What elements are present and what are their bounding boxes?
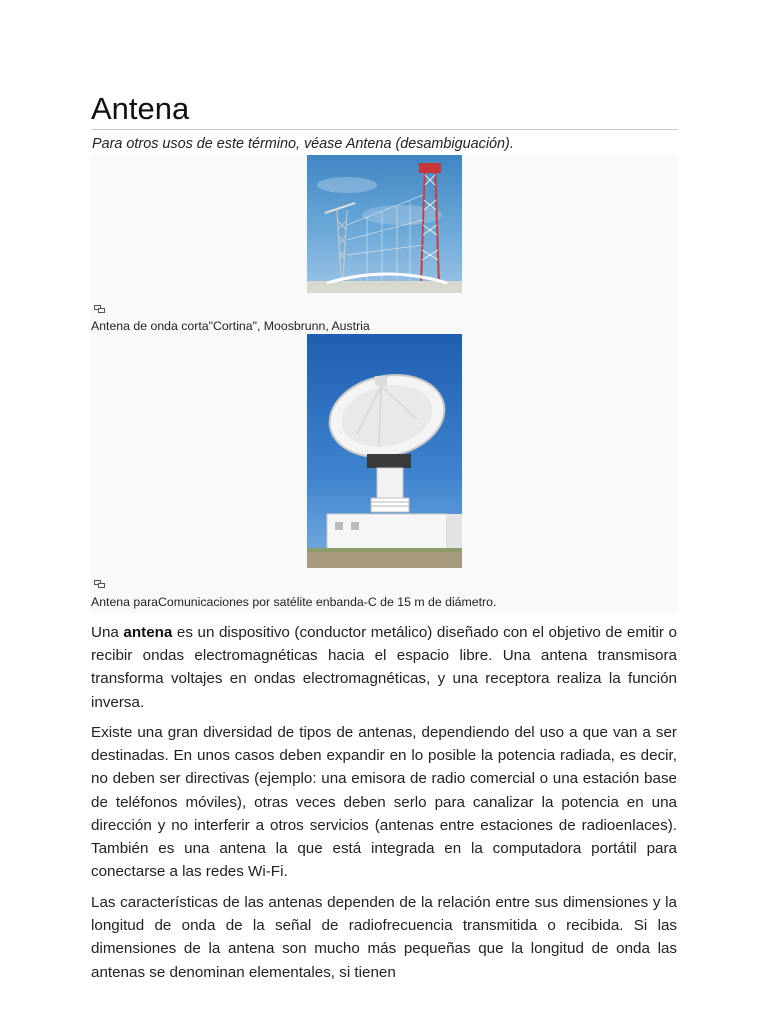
bold-term: antena <box>123 624 173 641</box>
figure-curtain-antenna <box>91 155 678 337</box>
body-paragraph: Las características de las antenas dependen de la relación entre sus dimensiones y la longitud de onda de la señal de radiofrecuencia transmitida o recibida. Si las dimensiones de la antena son mucho más pequeñas que la longitud de onda las antenas se denominan elementales, si tienen <box>91 894 677 981</box>
satellite-dish-photo[interactable] <box>307 334 462 568</box>
figure-caption: Antena paraComunicaciones por satélite enbanda-C de 15 m de diámetro. <box>91 595 497 609</box>
body-paragraph <box>91 621 677 714</box>
enlarge-icon[interactable] <box>94 580 105 588</box>
tower-antenna-photo[interactable] <box>307 155 462 293</box>
page-title: Antena <box>91 90 678 130</box>
paragraph-text: Una <box>91 624 124 641</box>
paragraph-text: es un dispositivo (conductor metálico) diseñado con el objetivo de emitir o recibir ondas electromagnéticas hacia el espacio libre. Una antena transmisora transforma voltajes en ondas electromagnéticas, y una receptora realiza la función inversa. <box>91 624 677 711</box>
hatnote[interactable]: Para otros usos de este término, véase Antena (desambiguación). <box>92 136 514 152</box>
figure-caption: Antena de onda corta"Cortina", Moosbrunn, Austria <box>91 319 370 333</box>
figure-satellite-dish <box>91 334 678 613</box>
enlarge-icon[interactable] <box>94 305 105 313</box>
body-paragraph: Existe una gran diversidad de tipos de antenas, dependiendo del uso a que van a ser destinadas. En unos casos deben expandir en lo posible la potencia radiada, es decir, no deben ser directivas (ejemplo: una emisora de radio comercial o una estación base de teléfonos móviles), otras veces deben serlo para canalizar la potencia en una dirección y no interferir a otros servicios (antenas entre estaciones de radioenlaces). También es una antena la que está integrada en la computadora portátil para conectarse a las redes Wi-Fi. <box>91 724 677 881</box>
